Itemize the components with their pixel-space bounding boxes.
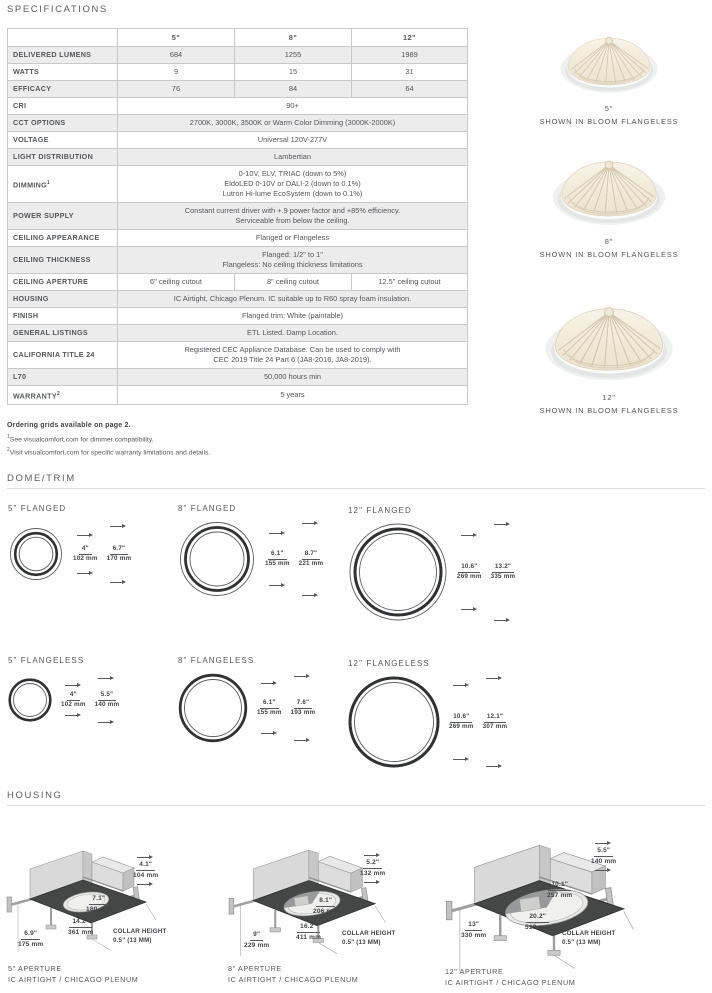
cell-value: 50,000 hours min (118, 369, 468, 386)
dim-inches: 5.2" (363, 860, 382, 869)
collar-line: COLLAR HEIGHT (113, 928, 167, 935)
cell-value: 2700K, 3000K, 3500K or Warm Color Dimming (3000K-2000K) (118, 115, 468, 132)
dimension-side (461, 922, 486, 939)
trim-section-title: DOME/TRIM (7, 473, 76, 484)
cell-value: 31 (352, 64, 468, 81)
dim-inches: 8.1" (316, 898, 335, 907)
spec-row-ceiling-thickness (8, 247, 468, 274)
dim-inches: 4" (79, 546, 92, 555)
footnote-bold: Ordering grids available on page 2. (7, 422, 131, 429)
spec-row-dimming (8, 166, 468, 203)
spec-row-power-supply (8, 203, 468, 230)
collar-line: 0.5" (13 MM) (562, 938, 601, 946)
dim-arrow-icon (595, 867, 612, 873)
spec-table (7, 28, 468, 405)
dim-inches: 13" (465, 922, 482, 931)
cell-line: CEC 2019 Title 24 Part 6 (JA8-2016, JA8-2019). (213, 355, 372, 364)
cell-line: Lutron Hi-lume EcoSystem (down to 0.1%) (222, 189, 363, 198)
specifications-title: SPECIFICATIONS (7, 4, 108, 15)
dim-inches: 6.1" (268, 551, 287, 560)
spec-row-cct-options (8, 115, 468, 132)
cell-value: 6" ceiling cutout (118, 274, 235, 291)
housing-caption-line2: IC AIRTIGHT / CHICAGO PLENUM (228, 975, 359, 984)
row-label: GENERAL LISTINGS (8, 325, 118, 342)
dimension-outer (299, 520, 324, 598)
spec-row-ceiling-aperture (8, 274, 468, 291)
dimension-inner (61, 682, 86, 718)
row-label (8, 166, 118, 203)
dim-mm: 229 mm (244, 941, 270, 949)
dim-arrow-icon (269, 530, 286, 536)
dim-inches: 14.2" (69, 919, 92, 928)
row-label: CEILING APPEARANCE (8, 230, 118, 247)
cell-value: 1989 (352, 47, 468, 64)
cell-value: IC Airtight, Chicago Plenum. IC suitable up to R60 spray foam insulation. (118, 291, 468, 308)
collar-height-note (342, 930, 395, 947)
dimension-side (18, 931, 43, 948)
cell-line: Flangeless: No ceiling thickness limitations (222, 260, 363, 269)
dim-label (591, 848, 616, 865)
product-size-label: 8" (604, 237, 614, 246)
dim-label (449, 714, 474, 731)
dim-inches: 12.1" (484, 714, 506, 723)
dimension-inner (457, 532, 482, 612)
product-caption: SHOWN IN BLOOM FLANGELESS (539, 117, 679, 126)
dim-label (483, 714, 508, 731)
col-header-5in: 5" (118, 29, 235, 47)
trim-label: 8" FLANGELESS (178, 656, 255, 665)
dim-mm: 104 mm (133, 871, 159, 879)
trim-ring-graphic (178, 520, 256, 598)
dim-arrow-icon (461, 606, 478, 612)
dimension-inner (265, 530, 290, 588)
footnote-2 (7, 445, 210, 459)
housing-caption (8, 963, 138, 985)
trim-diagram-8-flanged (178, 504, 323, 598)
dim-inches: 10.6" (450, 714, 472, 723)
footnote-marker: 1 (7, 433, 10, 440)
dim-arrow-icon (486, 675, 503, 681)
dimension-inner (73, 532, 98, 576)
bloom-dome-graphic (550, 148, 668, 231)
dim-inches: 8.7" (302, 551, 321, 560)
cell-value: 90+ (118, 98, 468, 115)
dim-mm: 193 mm (290, 709, 316, 716)
dim-arrow-icon (494, 617, 511, 623)
footnote-text: See visualcomfort.com for dimmer compatibility. (9, 435, 154, 443)
footnotes (7, 421, 210, 459)
dim-arrow-icon (453, 682, 470, 688)
cell-value: 5 years (118, 386, 468, 405)
dim-mm: 170 mm (106, 555, 132, 562)
dim-label (461, 922, 486, 939)
dim-label (244, 932, 269, 949)
dimension-height (591, 840, 616, 873)
dim-arrow-icon (294, 737, 311, 743)
cell-line: Serviceable from below the ceiling. (235, 216, 350, 225)
trim-diagram-5-flanged (8, 504, 131, 585)
cell-value: Flanged trim: White (paintable) (118, 308, 468, 325)
dim-mm: 102 mm (73, 555, 98, 562)
dimension-height (360, 852, 385, 885)
dim-label (299, 551, 324, 568)
dim-mm: 411 mm (296, 933, 322, 941)
dim-inches: 7.6" (294, 700, 313, 709)
spec-row-watts (8, 64, 468, 81)
dim-arrow-icon (110, 579, 127, 585)
trim-label: 5" FLANGED (8, 504, 67, 513)
dim-arrow-icon (486, 763, 503, 769)
row-label: POWER SUPPLY (8, 203, 118, 230)
dim-label (257, 700, 282, 717)
housing-caption-line1: 5" APERTURE (8, 964, 62, 973)
housing-caption-line1: 12" APERTURE (445, 967, 504, 976)
spec-row-voltage (8, 132, 468, 149)
dim-label (547, 882, 572, 899)
trim-label: 12" FLANGED (348, 506, 412, 515)
dimension-inner (257, 680, 282, 736)
cell-line: Registered CEC Appliance Database. Can be used to comply with (184, 345, 401, 354)
trim-drawing-row (8, 675, 119, 725)
trim-label: 12" FLANGELESS (348, 659, 430, 668)
trim-drawing-row (348, 675, 507, 769)
dim-mm: 140 mm (94, 701, 120, 708)
spec-row-delivered-lumens (8, 47, 468, 64)
product-size-label: 5" (604, 104, 614, 113)
col-header-8in: 8" (235, 29, 352, 47)
row-label: CALIFORNIA TITLE 24 (8, 342, 118, 369)
collar-height-note (113, 928, 166, 945)
row-label (8, 386, 118, 405)
dim-mm: 155 mm (265, 560, 290, 567)
col-header-12in: 12" (352, 29, 468, 47)
dim-inches: 5.5" (594, 848, 613, 857)
cell-line: 0-10V, ELV, TRIAC (down to 5%) (238, 169, 347, 178)
dome-image-8in (520, 148, 698, 231)
collar-line: 0.5" (13 MM) (342, 938, 381, 946)
row-label: HOUSING (8, 291, 118, 308)
footnote-text: Visit visualcomfort.com for specific warranty limitations and details. (9, 449, 211, 457)
dimension-side (244, 932, 269, 949)
dim-label (360, 860, 385, 877)
row-label: CEILING THICKNESS (8, 247, 118, 274)
dim-arrow-icon (98, 675, 115, 681)
dim-arrow-icon (65, 712, 82, 718)
trim-ring-graphic (348, 522, 448, 622)
row-label: CRI (8, 98, 118, 115)
housing-diagram-8in (228, 812, 453, 992)
dim-inches: 4" (67, 692, 80, 701)
dim-inches: 4.1" (136, 862, 155, 871)
cell-value: Lambertian (118, 149, 468, 166)
footnote-marker: 2 (56, 391, 61, 397)
dim-arrow-icon (77, 532, 94, 538)
collar-height-note (562, 930, 615, 947)
housing-caption-line2: IC AIRTIGHT / CHICAGO PLENUM (445, 978, 576, 987)
dim-label (296, 924, 321, 941)
dim-arrow-icon (77, 570, 94, 576)
dimension-outer (95, 675, 120, 725)
cell-value: 64 (352, 81, 468, 98)
dome-image-5in (520, 26, 698, 98)
spec-row-finish (8, 308, 468, 325)
row-label: VOLTAGE (8, 132, 118, 149)
dim-label (61, 692, 86, 709)
dim-inches: 7.1" (89, 896, 108, 905)
spec-header-row (8, 29, 468, 47)
dim-inches: 10.1" (548, 882, 571, 891)
cell-line: EldoLED 0-10V or DALI-2 (down to 0.1%) (224, 179, 361, 188)
cell-value: 76 (118, 81, 235, 98)
dim-arrow-icon (261, 680, 278, 686)
dim-arrow-icon (110, 523, 127, 529)
dim-mm: 132 mm (360, 869, 386, 877)
trim-diagram-8-flangeless (178, 656, 315, 743)
spec-row-california-title-24 (8, 342, 468, 369)
dim-arrow-icon (595, 840, 612, 846)
row-label: WATTS (8, 64, 118, 81)
dim-arrow-icon (302, 592, 319, 598)
dim-mm: 269 mm (457, 573, 482, 580)
product-image-5in (520, 26, 698, 126)
footnote-marker: 1 (47, 179, 51, 186)
dim-mm: 257 mm (547, 891, 573, 899)
dim-mm: 221 mm (298, 560, 324, 567)
dim-label (525, 914, 550, 931)
dim-arrow-icon (294, 673, 311, 679)
cell-value (118, 203, 468, 230)
dimension-outer (483, 675, 508, 769)
trim-ring-graphic (348, 676, 440, 768)
dim-mm: 361 mm (68, 928, 94, 936)
dim-label (291, 700, 316, 717)
dim-mm: 330 mm (461, 931, 487, 939)
dimension-outer (491, 521, 516, 623)
collar-line: 0.5" (13 MM) (113, 936, 152, 944)
dimension-outer (291, 673, 316, 743)
dim-inches: 6.1" (260, 700, 279, 709)
dim-arrow-icon (269, 582, 286, 588)
row-label: LIGHT DISTRIBUTION (8, 149, 118, 166)
cell-value (118, 166, 468, 203)
dim-arrow-icon (364, 879, 381, 885)
product-caption: SHOWN IN BLOOM FLANGELESS (539, 406, 679, 415)
dim-mm: 335 mm (490, 573, 516, 580)
dimension-depth (86, 896, 111, 913)
cell-value: Flanged or Flangeless (118, 230, 468, 247)
cell-line: Constant current driver with +.9 power factor and +85% efficiency. (184, 206, 401, 215)
collar-line: COLLAR HEIGHT (342, 930, 396, 937)
trim-diagram-5-flangeless (8, 656, 119, 725)
footnote-marker: 2 (7, 447, 10, 454)
trim-ring-graphic (8, 526, 64, 582)
dim-arrow-icon (65, 682, 82, 688)
dim-inches: 10.6" (458, 564, 480, 573)
housing-caption-line1: 8" APERTURE (228, 964, 282, 973)
spec-row-l70 (8, 369, 468, 386)
dim-label (18, 931, 43, 948)
trim-diagram-12-flangeless (348, 659, 507, 769)
product-image-12in (520, 293, 698, 415)
cell-line: Flanged: 1/2" to 1" (262, 250, 323, 259)
dimension-width (525, 914, 550, 931)
dim-label (68, 919, 93, 936)
dim-label (265, 551, 290, 568)
dim-inches: 16.2" (297, 924, 320, 933)
dim-arrow-icon (494, 521, 511, 527)
trim-label: 5" FLANGELESS (8, 656, 85, 665)
dim-label (73, 546, 98, 563)
product-caption: SHOWN IN BLOOM FLANGELESS (539, 250, 679, 259)
bloom-dome-graphic (558, 26, 660, 98)
row-label-text: WARRANTY (13, 391, 57, 401)
spec-row-light-distribution (8, 149, 468, 166)
dim-arrow-icon (98, 719, 115, 725)
row-label: CCT OPTIONS (8, 115, 118, 132)
cell-value (118, 247, 468, 274)
cell-value: 9 (118, 64, 235, 81)
dim-inches: 9" (250, 932, 263, 941)
dim-mm: 206 mm (313, 907, 339, 915)
row-label: CEILING APERTURE (8, 274, 118, 291)
dimension-width (68, 919, 93, 936)
dim-inches: 20.2" (526, 914, 549, 923)
spec-row-cri (8, 98, 468, 115)
bloom-dome-graphic (542, 293, 676, 387)
trim-drawing-row (348, 521, 515, 623)
section-divider (7, 488, 705, 489)
dim-inches: 6.9" (21, 931, 40, 940)
dim-arrow-icon (364, 852, 381, 858)
row-label: L70 (8, 369, 118, 386)
dimension-height (133, 854, 158, 887)
dim-arrow-icon (137, 854, 154, 860)
trim-drawing-row (178, 673, 315, 743)
trim-drawing-row (178, 520, 323, 598)
dimension-width (296, 924, 321, 941)
col-header-blank (8, 29, 118, 47)
dim-mm: 513 mm (525, 923, 551, 931)
row-label-text: DIMMING (13, 180, 48, 190)
dimension-depth (547, 882, 572, 899)
cell-value: 8" ceiling cutout (235, 274, 352, 291)
trim-label: 8" FLANGED (178, 504, 237, 513)
spec-row-general-listings (8, 325, 468, 342)
dome-image-12in (520, 293, 698, 387)
dim-inches: 6.7" (110, 546, 129, 555)
housing-caption (228, 963, 358, 985)
dim-arrow-icon (302, 520, 319, 526)
housing-caption-line2: IC AIRTIGHT / CHICAGO PLENUM (8, 975, 139, 984)
cell-value: 15 (235, 64, 352, 81)
footnote-1 (7, 432, 210, 446)
dim-label (457, 564, 482, 581)
section-divider (7, 805, 705, 806)
product-image-8in (520, 148, 698, 259)
collar-line: COLLAR HEIGHT (562, 930, 616, 937)
dimension-depth (313, 898, 338, 915)
dim-arrow-icon (261, 730, 278, 736)
dimension-outer (107, 523, 132, 585)
trim-ring-graphic (8, 678, 52, 722)
cell-value: 84 (235, 81, 352, 98)
product-size-label: 12" (602, 393, 616, 402)
dim-label (313, 898, 338, 915)
spec-row-housing (8, 291, 468, 308)
trim-drawing-row (8, 523, 131, 585)
spec-row-ceiling-appearance (8, 230, 468, 247)
cell-value: 684 (118, 47, 235, 64)
housing-diagram-12in (445, 810, 707, 993)
dim-inches: 13.2" (492, 564, 514, 573)
cell-value (118, 342, 468, 369)
dim-mm: 307 mm (482, 723, 508, 730)
dim-arrow-icon (137, 881, 154, 887)
spec-row-efficacy (8, 81, 468, 98)
trim-ring-graphic (178, 673, 248, 743)
dim-mm: 102 mm (61, 701, 86, 708)
cell-value: 12.5" ceiling cutout (352, 274, 468, 291)
dim-arrow-icon (461, 532, 478, 538)
dim-label (491, 564, 516, 581)
dim-arrow-icon (453, 756, 470, 762)
row-label: FINISH (8, 308, 118, 325)
dim-mm: 180 mm (86, 905, 112, 913)
row-label: DELIVERED LUMENS (8, 47, 118, 64)
row-label: EFFICACY (8, 81, 118, 98)
housing-caption (445, 966, 575, 988)
cell-value: ETL Listed. Damp Location. (118, 325, 468, 342)
dim-mm: 155 mm (257, 709, 282, 716)
cell-value: 1255 (235, 47, 352, 64)
dim-mm: 269 mm (449, 723, 474, 730)
dim-label (95, 692, 120, 709)
dim-inches: 5.5" (98, 692, 117, 701)
dim-mm: 140 mm (591, 857, 617, 865)
dimension-inner (449, 682, 474, 762)
spec-row-warranty (8, 386, 468, 405)
housing-section-title: HOUSING (7, 790, 63, 801)
cell-value: Universal 120V-277V (118, 132, 468, 149)
dim-mm: 175 mm (18, 940, 44, 948)
dim-label (86, 896, 111, 913)
housing-diagram-5in (6, 812, 226, 992)
dim-label (133, 862, 158, 879)
trim-diagram-12-flanged (348, 506, 515, 623)
dim-label (107, 546, 132, 563)
